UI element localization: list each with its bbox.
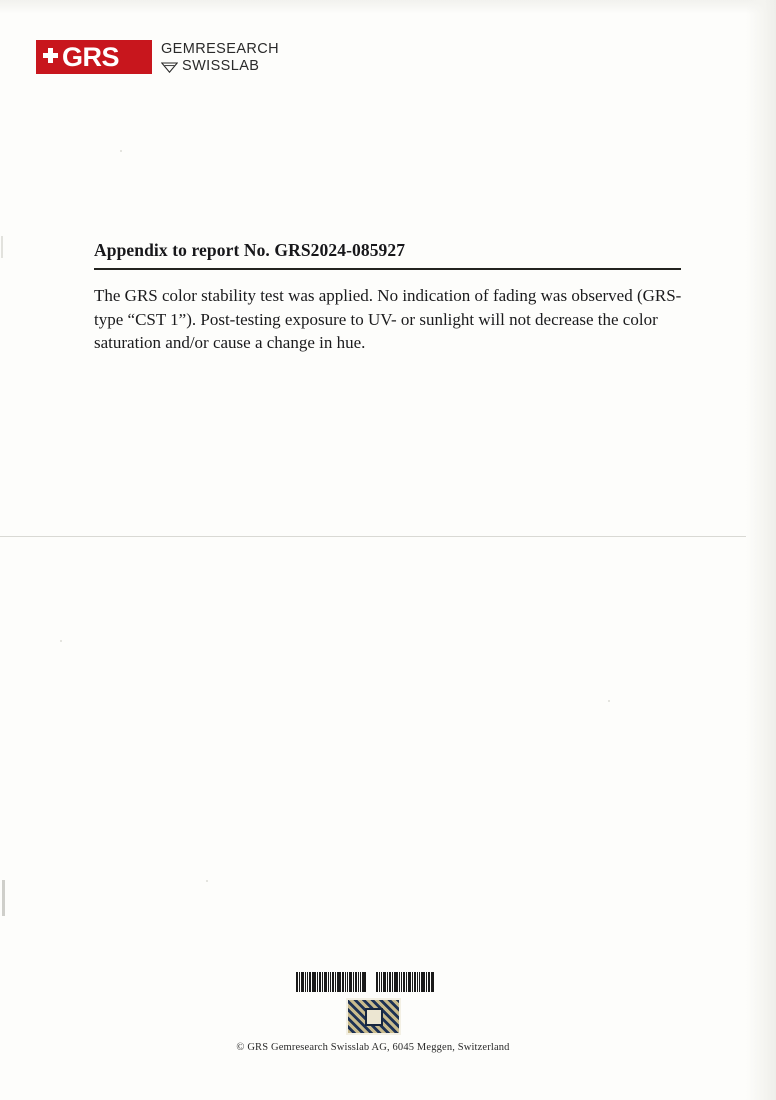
paper-fold-line: [0, 536, 746, 537]
logo-brand-short: GRS: [62, 42, 120, 72]
paper-speck: [60, 640, 62, 642]
logo-mark: [36, 40, 152, 74]
logo-brand-line2-row: [161, 58, 279, 75]
qr-code-pattern: [348, 1000, 399, 1033]
logo-brand-line1: GEMRESEARCH: [161, 41, 279, 57]
logo-brand-line2: SWISSLAB: [182, 57, 260, 74]
scan-edge-right: [746, 0, 776, 1100]
scan-artifact-left-upper: [1, 236, 3, 258]
paper-speck: [206, 880, 208, 882]
diamond-icon: [161, 61, 178, 72]
paper-speck: [608, 700, 610, 702]
footer-copyright: © GRS Gemresearch Swisslab AG, 6045 Meggen, Switzerland: [236, 1042, 510, 1053]
swiss-cross-icon: [36, 40, 62, 74]
scan-artifact-left: [2, 880, 5, 916]
appendix-body-text: The GRS color stability test was applied. No indication of fading was observed (GRS-type “CST 1”). Post-testing exposure to UV- or sunlight will not decrease the color saturation and/or cause a change in hue.: [94, 286, 682, 352]
scan-edge-top: [0, 0, 776, 14]
qr-code-center: [365, 1008, 383, 1026]
appendix-title: Appendix to report No. GRS2024-085927: [94, 240, 406, 260]
title-divider: [94, 268, 681, 270]
grs-logo: [36, 40, 279, 74]
logo-brand-text: [161, 40, 279, 74]
paper-speck: [120, 150, 122, 152]
qr-code: [346, 998, 401, 1035]
barcode: [296, 972, 466, 992]
